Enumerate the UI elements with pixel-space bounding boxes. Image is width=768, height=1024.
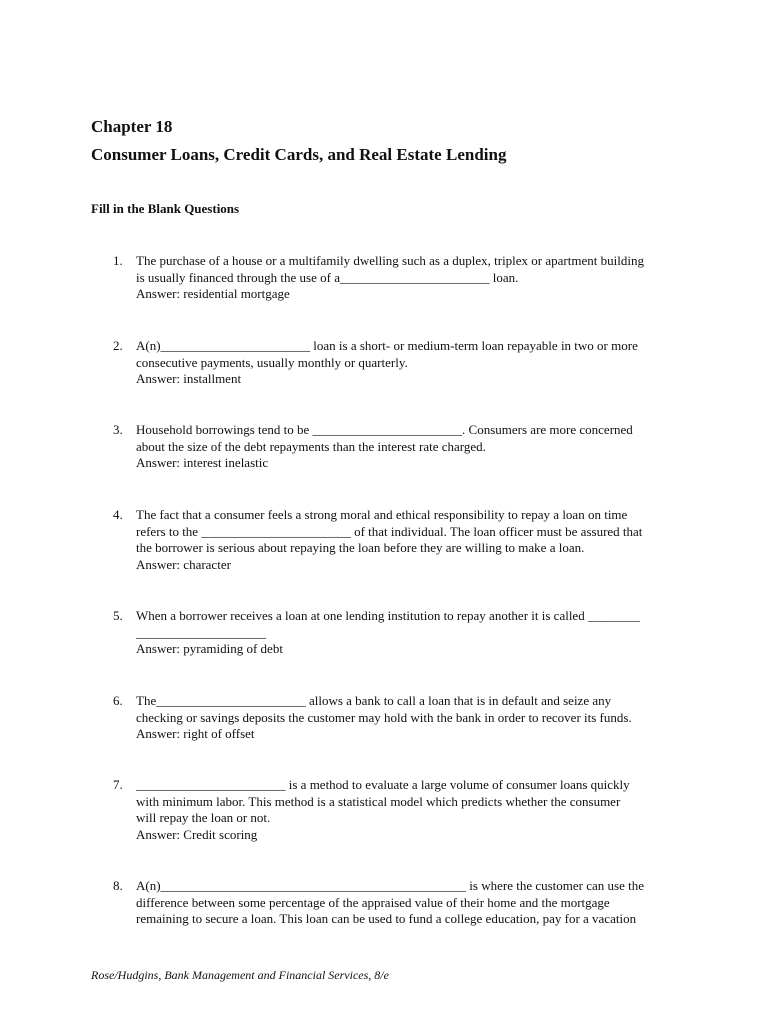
question-number: 4.	[113, 507, 123, 522]
question-item	[113, 338, 693, 388]
question-text: A(n)_______________________ loan is a short- or medium-term loan repayable in two or more consecutive payments, usually monthly or quarterly.	[136, 338, 638, 370]
question-answer: Answer: installment	[136, 371, 242, 387]
question-answer: Answer: character	[136, 556, 231, 572]
chapter-title: Consumer Loans, Credit Cards, and Real Estate Lending	[91, 145, 507, 164]
question-text: The_______________________ allows a bank to call a loan that is in default and seize any checking or savings deposits the customer may hold with the bank in order to recover its funds.	[136, 693, 632, 725]
question-text: The fact that a consumer feels a strong moral and ethical responsibility to repay a loan on time refers to the _______________________ of that individual. The loan officer must be assured that the borrower is serious about repaying the loan before they are willing to make a loan.	[136, 507, 643, 556]
question-text: A(n)_______________________________________________ is where the customer can use the difference between some percentage of the appraised value of their home and the mortgage remaining to secure a loan. This loan can be used to fund a college education, pay for a vacation	[136, 878, 645, 927]
question-item	[113, 253, 693, 303]
question-answer: Answer: pyramiding of debt	[136, 641, 283, 657]
question-text: The purchase of a house or a multifamily dwelling such as a duplex, triplex or apartment building is usually financed through the use of a_______________________ loan.	[136, 253, 644, 285]
question-number: 8.	[113, 878, 123, 893]
question-item	[113, 422, 693, 472]
question-number: 1.	[113, 253, 123, 268]
page-footer: Rose/Hudgins, Bank Management and Financial Services, 8/e	[91, 968, 389, 982]
question-answer: Answer: right of offset	[136, 726, 255, 742]
question-item	[113, 608, 693, 658]
question-answer: Answer: Credit scoring	[136, 826, 258, 842]
chapter-number: Chapter 18	[91, 117, 173, 136]
question-answer: Answer: interest inelastic	[136, 455, 269, 471]
question-number: 6.	[113, 693, 123, 708]
section-title: Fill in the Blank Questions	[91, 201, 240, 216]
question-number: 3.	[113, 422, 123, 437]
question-item	[113, 693, 693, 743]
question-number: 5.	[113, 608, 123, 623]
question-text: Household borrowings tend to be _______________________. Consumers are more concerned about the size of the debt repayments than the interest rate charged.	[136, 422, 633, 454]
question-item	[113, 777, 693, 843]
question-text: When a borrower receives a loan at one lending institution to repay another it is called ________ ____________________	[136, 608, 640, 640]
question-number: 2.	[113, 338, 123, 353]
question-item	[113, 878, 693, 928]
question-number: 7.	[113, 777, 123, 792]
question-text: _______________________ is a method to evaluate a large volume of consumer loans quickly with minimum labor. This method is a statistical model which predicts whether the consumer will repay the loan or not.	[136, 777, 630, 826]
question-answer: Answer: residential mortgage	[136, 286, 290, 302]
question-item	[113, 507, 693, 573]
